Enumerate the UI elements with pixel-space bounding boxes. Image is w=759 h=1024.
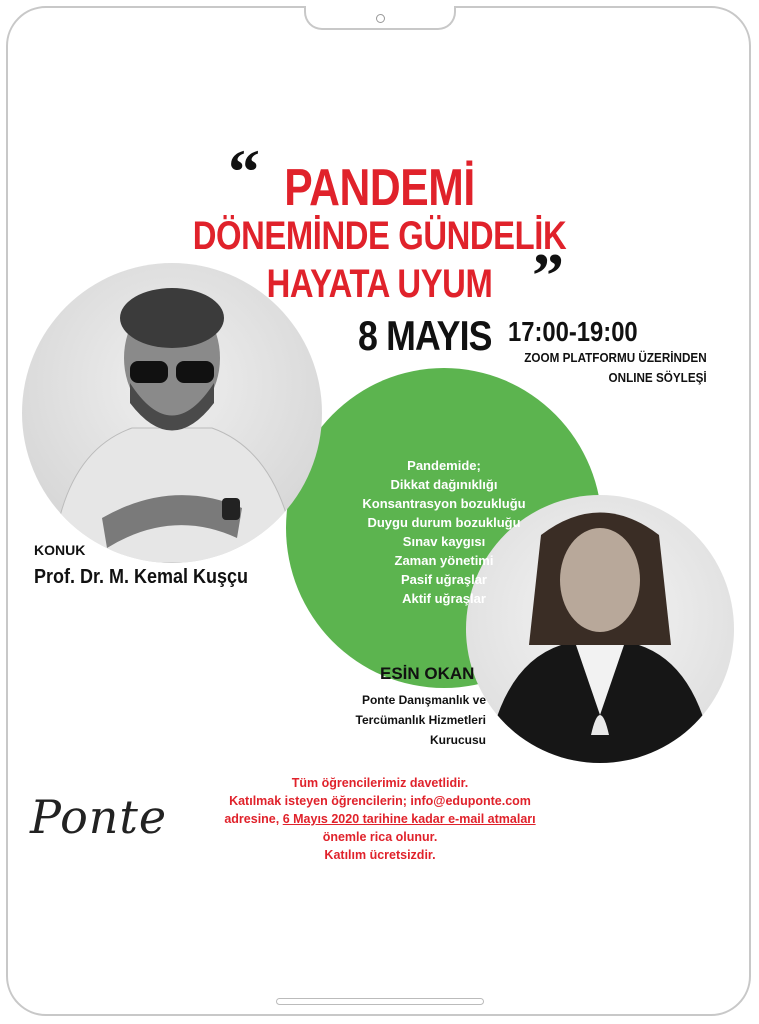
platform-line-1: ZOOM PLATFORMU ÜZERİNDEN [524, 350, 707, 365]
footer-line-2: Katılmak isteyen öğrencilerin; info@eduponte.com [229, 794, 531, 808]
host-role [300, 690, 486, 750]
camera-icon [376, 14, 385, 23]
close-quote: ” [532, 240, 564, 311]
guest-photo [22, 263, 322, 563]
footer-line-5: Katılım ücretsizdir. [324, 848, 436, 862]
host-name: ESİN OKAN [380, 664, 475, 683]
guest-label: KONUK [34, 542, 86, 558]
footer-deadline: 6 Mayıs 2020 tarihine kadar e-mail atmaları [282, 812, 536, 826]
footer-line-3 [170, 810, 590, 828]
home-bar[interactable] [276, 998, 484, 1005]
footer-line-1: Tüm öğrencilerimiz davetlidir. [291, 776, 469, 790]
event-date: 8 MAYIS [358, 312, 492, 359]
topic-item: Pasif uğraşlar [401, 572, 487, 587]
footer-line-4: önemle rica olunur. [322, 830, 438, 844]
topics-heading: Pandemide; [407, 458, 481, 473]
platform-line-2: ONLINE SÖYLEŞİ [608, 370, 707, 385]
topic-item: Duygu durum bozukluğu [367, 515, 521, 530]
title-line-2: DÖNEMİNDE GÜNDELİK [192, 214, 567, 258]
title-line-3: HAYATA UYUM [266, 262, 493, 306]
event-time: 17:00-19:00 [508, 316, 638, 347]
host-role-line-2: Tercümanlık Hizmetleri [355, 713, 486, 727]
footer-notice [170, 774, 590, 864]
title-line-1: PANDEMİ [284, 159, 475, 217]
topic-item: Sınav kaygısı [402, 534, 486, 549]
event-platform [525, 348, 707, 388]
topic-item: Zaman yönetimi [394, 553, 494, 568]
guest-name: Prof. Dr. M. Kemal Kuşçu [34, 566, 249, 588]
host-role-line-3: Kurucusu [429, 733, 486, 747]
topics-list [286, 456, 602, 608]
host-role-line-1: Ponte Danışmanlık ve [361, 693, 486, 707]
topic-item: Dikkat dağınıklığı [390, 477, 498, 492]
topic-item: Konsantrasyon bozukluğu [362, 496, 526, 511]
guest-silhouette [22, 263, 322, 563]
footer-line-3-prefix: adresine, [224, 812, 283, 826]
open-quote: “ [228, 136, 260, 207]
topic-item: Aktif uğraşlar [402, 591, 486, 606]
ponte-logo: Ponte [30, 790, 168, 844]
